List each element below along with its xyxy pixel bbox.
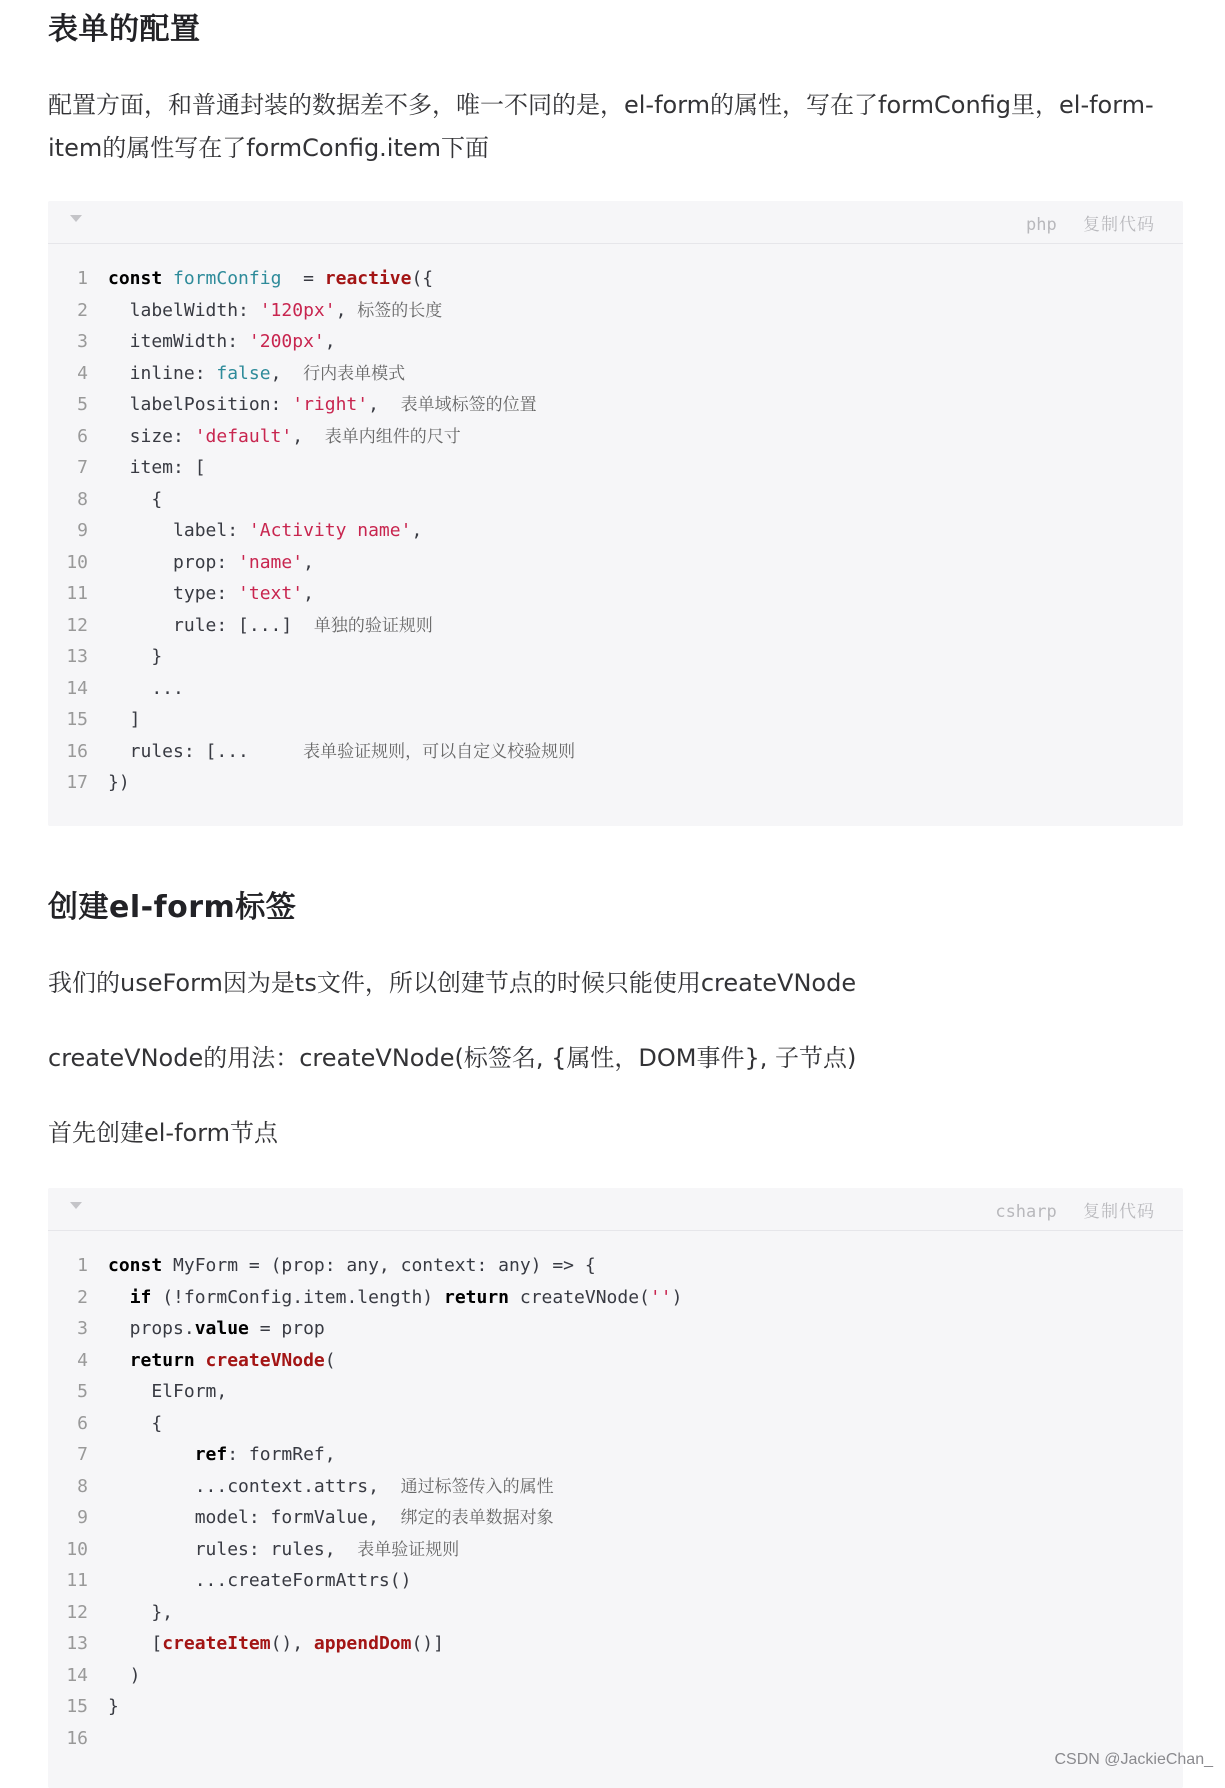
line-number: 15	[66, 709, 88, 730]
code-token: 'default'	[194, 425, 293, 447]
code-line	[48, 641, 1183, 673]
code-token: ,	[303, 583, 314, 604]
code-comment: 标签的长度	[357, 300, 443, 321]
code-token: if	[129, 1286, 152, 1308]
code-token: '200px'	[248, 331, 325, 352]
code-token: size:	[108, 425, 195, 447]
copy-code-button[interactable]: 复制代码	[1083, 1202, 1155, 1222]
line-number: 2	[77, 299, 88, 321]
code-token: const	[108, 268, 174, 289]
code-token: [	[108, 1633, 163, 1654]
line-number: 1	[77, 1255, 88, 1276]
code-token: ...	[108, 677, 184, 699]
code-line	[48, 1408, 1183, 1440]
line-number: 5	[77, 1381, 88, 1402]
code-line	[48, 295, 1183, 327]
line-number: 13	[66, 1633, 88, 1654]
code-token: appendDom	[313, 1633, 412, 1654]
code-line	[48, 1282, 1183, 1314]
paragraph-form-config: 配置方面，和普通封装的数据差不多，唯一不同的是，el-form的属性，写在了formConfig里，el-form-item的属性写在了formConfig.item下面	[48, 91, 1154, 162]
line-number: 2	[77, 1286, 88, 1308]
code-lines	[48, 263, 1183, 799]
code-line	[48, 1534, 1183, 1566]
code-token: = prop	[248, 1318, 325, 1339]
code-line	[48, 704, 1183, 736]
code-token: ]	[108, 709, 141, 730]
code-token: (!formConfig.item.length)	[151, 1286, 444, 1308]
code-token: reactive	[324, 268, 412, 289]
code-token: )	[108, 1664, 141, 1686]
code-token: {	[108, 488, 163, 510]
code-token: ,	[335, 299, 358, 321]
code-token: prop:	[108, 551, 239, 573]
line-number: 10	[66, 551, 88, 573]
line-number: 7	[77, 457, 88, 478]
code-token: =	[281, 268, 325, 289]
line-number: 16	[66, 1727, 88, 1749]
line-number: 14	[66, 677, 88, 699]
code-line	[48, 547, 1183, 579]
code-token: : formRef,	[227, 1444, 336, 1465]
line-number: 8	[77, 1475, 88, 1497]
code-token: MyForm = (prop: any, context: any) => {	[173, 1255, 596, 1276]
line-number: 13	[66, 646, 88, 667]
code-line	[48, 484, 1183, 516]
code-token: model: formValue,	[108, 1507, 401, 1528]
collapse-toggle-icon[interactable]	[70, 215, 82, 222]
code-line	[48, 1345, 1183, 1377]
section-heading-form-config: 表单的配置	[48, 12, 201, 47]
code-token: 'name'	[238, 551, 304, 573]
line-number: 3	[77, 331, 88, 352]
code-comment: 绑定的表单数据对象	[400, 1508, 554, 1528]
line-number: 4	[77, 362, 88, 384]
code-line	[48, 1439, 1183, 1471]
watermark: CSDN @JackieChan_	[1054, 1751, 1213, 1768]
code-token: ,	[324, 331, 336, 352]
code-token: ,	[411, 520, 423, 541]
copy-code-button[interactable]: 复制代码	[1083, 215, 1155, 235]
code-token: ()]	[411, 1633, 444, 1654]
code-toolbar	[48, 201, 1183, 244]
code-token: ,	[303, 551, 314, 573]
code-token: }	[108, 646, 163, 667]
code-token: formConfig	[173, 268, 282, 289]
code-token: ,	[292, 425, 325, 447]
line-number: 4	[77, 1349, 88, 1371]
line-number: 1	[77, 268, 88, 289]
line-number: 5	[77, 394, 88, 415]
code-token: labelWidth:	[108, 299, 260, 321]
code-line	[48, 610, 1183, 642]
paragraph-usage-intro: 我们的useForm因为是ts文件，所以创建节点的时候只能使用createVNode	[48, 969, 857, 997]
line-number: 12	[66, 1601, 88, 1623]
code-line	[48, 263, 1183, 295]
code-comment: 表单验证规则	[357, 1539, 460, 1560]
code-language-label: php	[1026, 215, 1057, 235]
code-comment: 行内表单模式	[303, 363, 406, 384]
line-number: 12	[66, 614, 88, 636]
code-line	[48, 1313, 1183, 1345]
code-token: 'Activity name'	[248, 520, 412, 541]
code-token: const	[108, 1255, 174, 1276]
code-comment: 单独的验证规则	[313, 615, 433, 636]
code-line	[48, 1660, 1183, 1692]
code-token: return	[129, 1349, 206, 1371]
line-number: 3	[77, 1318, 88, 1339]
paragraph-create-el-form: 首先创建el-form节点	[48, 1119, 279, 1147]
code-line	[48, 515, 1183, 547]
code-line	[48, 358, 1183, 390]
line-number: 8	[77, 488, 88, 510]
code-token: rule: [...]	[108, 614, 314, 636]
code-token	[108, 1444, 195, 1465]
code-token: ''	[649, 1286, 672, 1308]
code-line	[48, 452, 1183, 484]
code-token: false	[216, 362, 271, 384]
line-number: 16	[66, 740, 88, 762]
line-number: 9	[77, 520, 88, 541]
code-token: item: [	[108, 457, 206, 478]
code-token: props.	[108, 1318, 195, 1339]
code-comment: 通过标签传入的属性	[400, 1476, 554, 1497]
code-line	[48, 673, 1183, 705]
line-number: 17	[66, 772, 88, 793]
code-token: '120px'	[259, 299, 336, 321]
code-line	[48, 736, 1183, 768]
line-number: 11	[66, 1570, 88, 1591]
code-comment: 表单验证规则，可以自定义校验规则	[303, 741, 576, 762]
code-line	[48, 1250, 1183, 1282]
code-token: 'right'	[292, 394, 369, 415]
line-number: 6	[77, 1412, 88, 1434]
code-line	[48, 578, 1183, 610]
code-token	[108, 1287, 130, 1308]
code-comment: 表单内组件的尺寸	[324, 426, 461, 447]
line-number: 7	[77, 1444, 88, 1465]
code-line	[48, 421, 1183, 453]
code-line	[48, 1597, 1183, 1629]
code-line	[48, 1691, 1183, 1723]
line-number: 10	[66, 1538, 88, 1560]
code-token: (	[324, 1349, 336, 1371]
code-toolbar	[48, 1188, 1183, 1231]
code-block-form-config	[48, 201, 1183, 826]
code-line	[48, 1502, 1183, 1534]
code-token: (),	[270, 1633, 314, 1654]
line-number: 9	[77, 1507, 88, 1528]
code-line	[48, 326, 1183, 358]
code-token: label:	[108, 520, 249, 541]
code-language-label: csharp	[995, 1202, 1057, 1222]
code-comment: 表单域标签的位置	[400, 395, 537, 415]
collapse-toggle-icon[interactable]	[70, 1202, 82, 1209]
section-heading-create-el-form: 创建el-form标签	[48, 890, 297, 925]
paragraph-createvnode-usage: createVNode的用法：createVNode(标签名, {属性，DOM事件}, 子节点)	[48, 1044, 857, 1072]
code-token: },	[108, 1601, 174, 1623]
code-line	[48, 1628, 1183, 1660]
code-token: }	[108, 1696, 119, 1717]
code-line	[48, 389, 1183, 421]
code-line	[48, 1471, 1183, 1503]
code-token: ...createFormAttrs()	[108, 1570, 412, 1591]
code-token: ref	[194, 1444, 228, 1465]
line-number: 15	[66, 1696, 88, 1717]
code-token: return	[443, 1286, 510, 1308]
code-token: ...context.attrs,	[108, 1475, 401, 1497]
code-block-myform	[48, 1188, 1183, 1788]
code-token: type:	[108, 583, 239, 604]
code-token: 'text'	[238, 583, 304, 604]
code-token: {	[108, 1412, 163, 1434]
code-token: itemWidth:	[108, 331, 249, 352]
code-token: ,	[270, 362, 304, 384]
code-lines	[48, 1250, 1183, 1754]
line-number: 6	[77, 425, 88, 447]
code-token: )	[671, 1286, 683, 1308]
code-token: rules: rules,	[108, 1538, 358, 1560]
code-line	[48, 1376, 1183, 1408]
code-token: ({	[411, 268, 434, 289]
code-token: ,	[368, 394, 401, 415]
code-line	[48, 1723, 1183, 1755]
code-token: createItem	[162, 1633, 271, 1654]
code-token: })	[108, 772, 130, 793]
code-token: labelPosition:	[108, 394, 293, 415]
line-number: 14	[66, 1664, 88, 1686]
code-line	[48, 1565, 1183, 1597]
code-token: ElForm,	[108, 1381, 228, 1402]
code-token	[108, 1350, 130, 1371]
code-token: createVNode(	[509, 1286, 650, 1308]
code-token: rules: [...	[108, 740, 304, 762]
code-token: inline:	[108, 362, 217, 384]
code-token: createVNode	[205, 1349, 325, 1371]
code-line	[48, 767, 1183, 799]
line-number: 11	[66, 583, 88, 604]
code-token: value	[194, 1318, 249, 1339]
